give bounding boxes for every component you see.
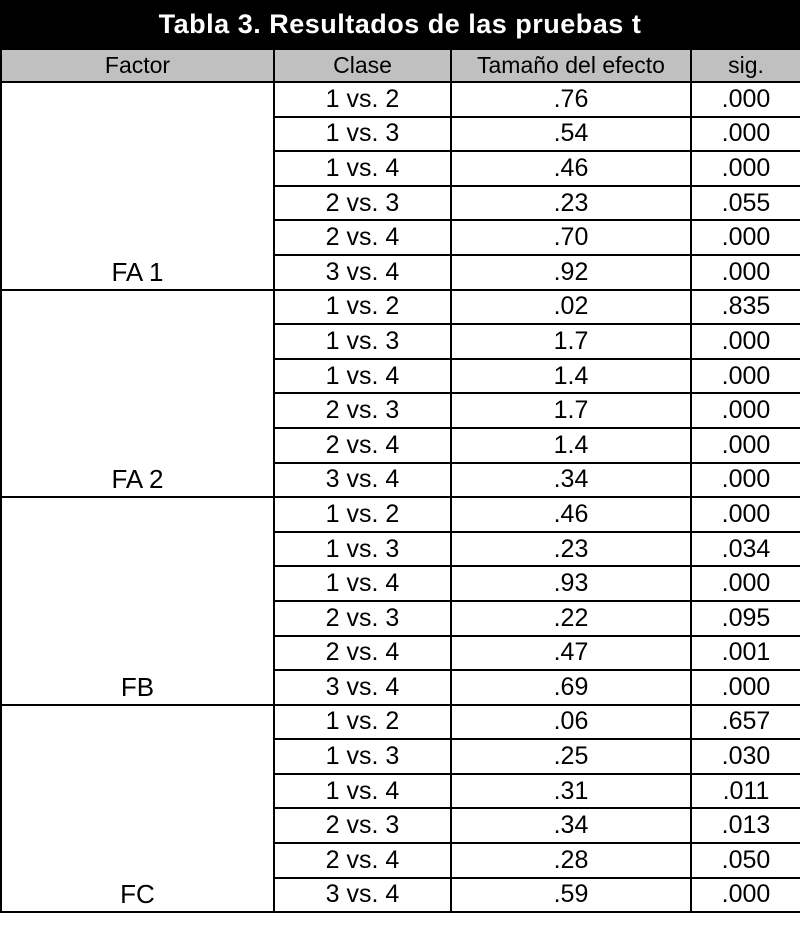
efecto-cell: .46 [451, 497, 691, 532]
efecto-cell: .02 [451, 290, 691, 325]
clase-cell: 1 vs. 3 [274, 324, 451, 359]
sig-cell: .000 [691, 428, 800, 463]
efecto-cell: 1.4 [451, 359, 691, 394]
sig-cell: .000 [691, 359, 800, 394]
efecto-cell: .22 [451, 601, 691, 636]
efecto-cell: .70 [451, 220, 691, 255]
efecto-cell: 1.7 [451, 393, 691, 428]
sig-cell: .000 [691, 497, 800, 532]
header-sig: sig. [691, 49, 800, 82]
efecto-cell: .34 [451, 808, 691, 843]
clase-cell: 1 vs. 3 [274, 532, 451, 567]
header-row [1, 49, 800, 82]
sig-cell: .000 [691, 117, 800, 152]
clase-cell: 3 vs. 4 [274, 463, 451, 498]
sig-cell: .055 [691, 186, 800, 221]
table-body [1, 82, 800, 912]
table-row [1, 497, 800, 532]
sig-cell: .000 [691, 878, 800, 913]
efecto-cell: .92 [451, 255, 691, 290]
sig-cell: .000 [691, 566, 800, 601]
clase-cell: 1 vs. 2 [274, 705, 451, 740]
efecto-cell: .06 [451, 705, 691, 740]
clase-cell: 2 vs. 3 [274, 808, 451, 843]
clase-cell: 1 vs. 4 [274, 359, 451, 394]
sig-cell: .013 [691, 808, 800, 843]
clase-cell: 2 vs. 3 [274, 601, 451, 636]
sig-cell: .835 [691, 290, 800, 325]
efecto-cell: 1.4 [451, 428, 691, 463]
clase-cell: 1 vs. 3 [274, 739, 451, 774]
table-title: Tabla 3. Resultados de las pruebas t [0, 0, 800, 48]
clase-cell: 2 vs. 4 [274, 428, 451, 463]
sig-cell: .000 [691, 255, 800, 290]
sig-cell: .000 [691, 463, 800, 498]
sig-cell: .095 [691, 601, 800, 636]
efecto-cell: .47 [451, 636, 691, 671]
efecto-cell: .23 [451, 186, 691, 221]
sig-cell: .657 [691, 705, 800, 740]
efecto-cell: .46 [451, 151, 691, 186]
clase-cell: 1 vs. 2 [274, 82, 451, 117]
efecto-cell: .31 [451, 774, 691, 809]
efecto-cell: .25 [451, 739, 691, 774]
header-efecto: Tamaño del efecto [451, 49, 691, 82]
efecto-cell: .93 [451, 566, 691, 601]
table-row [1, 82, 800, 117]
clase-cell: 1 vs. 4 [274, 566, 451, 601]
clase-cell: 1 vs. 4 [274, 774, 451, 809]
clase-cell: 2 vs. 3 [274, 186, 451, 221]
factor-cell: FB [1, 497, 274, 705]
sig-cell: .000 [691, 393, 800, 428]
clase-cell: 1 vs. 2 [274, 290, 451, 325]
sig-cell: .000 [691, 324, 800, 359]
clase-cell: 1 vs. 2 [274, 497, 451, 532]
sig-cell: .000 [691, 220, 800, 255]
efecto-cell: .28 [451, 843, 691, 878]
sig-cell: .034 [691, 532, 800, 567]
clase-cell: 2 vs. 4 [274, 843, 451, 878]
header-factor: Factor [1, 49, 274, 82]
efecto-cell: .23 [451, 532, 691, 567]
efecto-cell: .54 [451, 117, 691, 152]
efecto-cell: .76 [451, 82, 691, 117]
efecto-cell: .59 [451, 878, 691, 913]
sig-cell: .001 [691, 636, 800, 671]
sig-cell: .030 [691, 739, 800, 774]
sig-cell: .000 [691, 151, 800, 186]
header-clase: Clase [274, 49, 451, 82]
sig-cell: .000 [691, 670, 800, 705]
factor-cell: FA 1 [1, 82, 274, 290]
clase-cell: 2 vs. 4 [274, 220, 451, 255]
clase-cell: 3 vs. 4 [274, 878, 451, 913]
clase-cell: 1 vs. 4 [274, 151, 451, 186]
clase-cell: 3 vs. 4 [274, 670, 451, 705]
sig-cell: .050 [691, 843, 800, 878]
clase-cell: 2 vs. 4 [274, 636, 451, 671]
efecto-cell: .69 [451, 670, 691, 705]
sig-cell: .011 [691, 774, 800, 809]
table-row [1, 290, 800, 325]
table-row [1, 705, 800, 740]
factor-cell: FC [1, 705, 274, 913]
results-table [0, 48, 800, 913]
sig-cell: .000 [691, 82, 800, 117]
factor-cell: FA 2 [1, 290, 274, 498]
efecto-cell: 1.7 [451, 324, 691, 359]
clase-cell: 2 vs. 3 [274, 393, 451, 428]
clase-cell: 3 vs. 4 [274, 255, 451, 290]
efecto-cell: .34 [451, 463, 691, 498]
clase-cell: 1 vs. 3 [274, 117, 451, 152]
